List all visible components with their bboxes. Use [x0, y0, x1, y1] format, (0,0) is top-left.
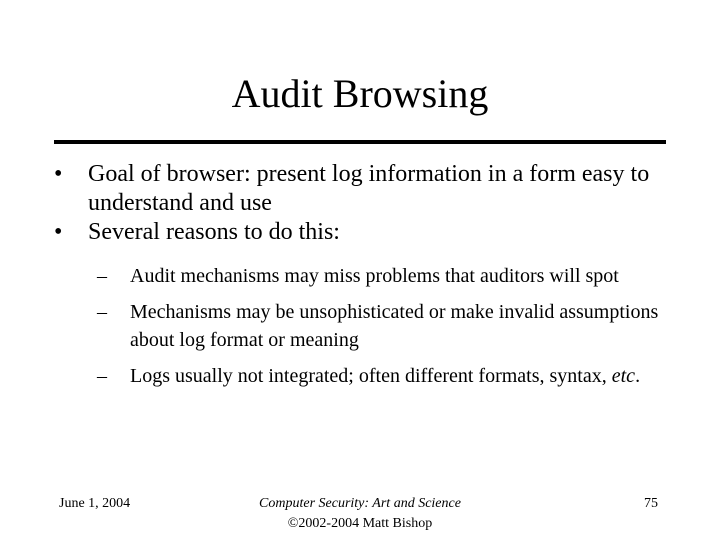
sub-bullet-item — [97, 262, 674, 290]
bullet-marker: • — [54, 219, 63, 245]
bullet-list — [54, 160, 674, 398]
bullet-text: Goal of browser: present log information in a form easy to understand and use — [88, 161, 650, 216]
sub-bullet-marker: – — [97, 365, 107, 387]
footer-date: June 1, 2004 — [59, 496, 131, 511]
sub-bullet-item — [97, 298, 674, 354]
sub-bullet-tail-text: . — [635, 365, 641, 387]
sub-bullet-item — [97, 362, 674, 390]
sub-bullet-marker: – — [97, 301, 107, 323]
footer-page-number: 75 — [644, 496, 658, 511]
sub-bullet-marker: – — [97, 265, 107, 287]
slide-title: Audit Browsing — [231, 71, 489, 116]
footer-course-title: Computer Security: Art and Science — [259, 496, 461, 511]
title-divider — [54, 140, 666, 144]
bullet-marker: • — [54, 161, 63, 187]
sub-bullet-text: Audit mechanisms may miss problems that auditors will spot — [130, 265, 619, 287]
sub-bullet-text: Mechanisms may be unsophisticated or make invalid assumptions about log format or meaning — [130, 301, 659, 351]
bullet-item — [54, 160, 674, 218]
footer-copyright: ©2002-2004 Matt Bishop — [287, 516, 433, 531]
bullet-item — [54, 218, 674, 390]
footer-center — [200, 494, 520, 534]
sub-bullet-list — [88, 262, 674, 390]
sub-bullet-text: Logs usually not integrated; often different formats, syntax, — [130, 365, 612, 387]
sub-bullet-italic-text: etc — [611, 365, 636, 387]
bullet-text: Several reasons to do this: — [88, 219, 340, 245]
